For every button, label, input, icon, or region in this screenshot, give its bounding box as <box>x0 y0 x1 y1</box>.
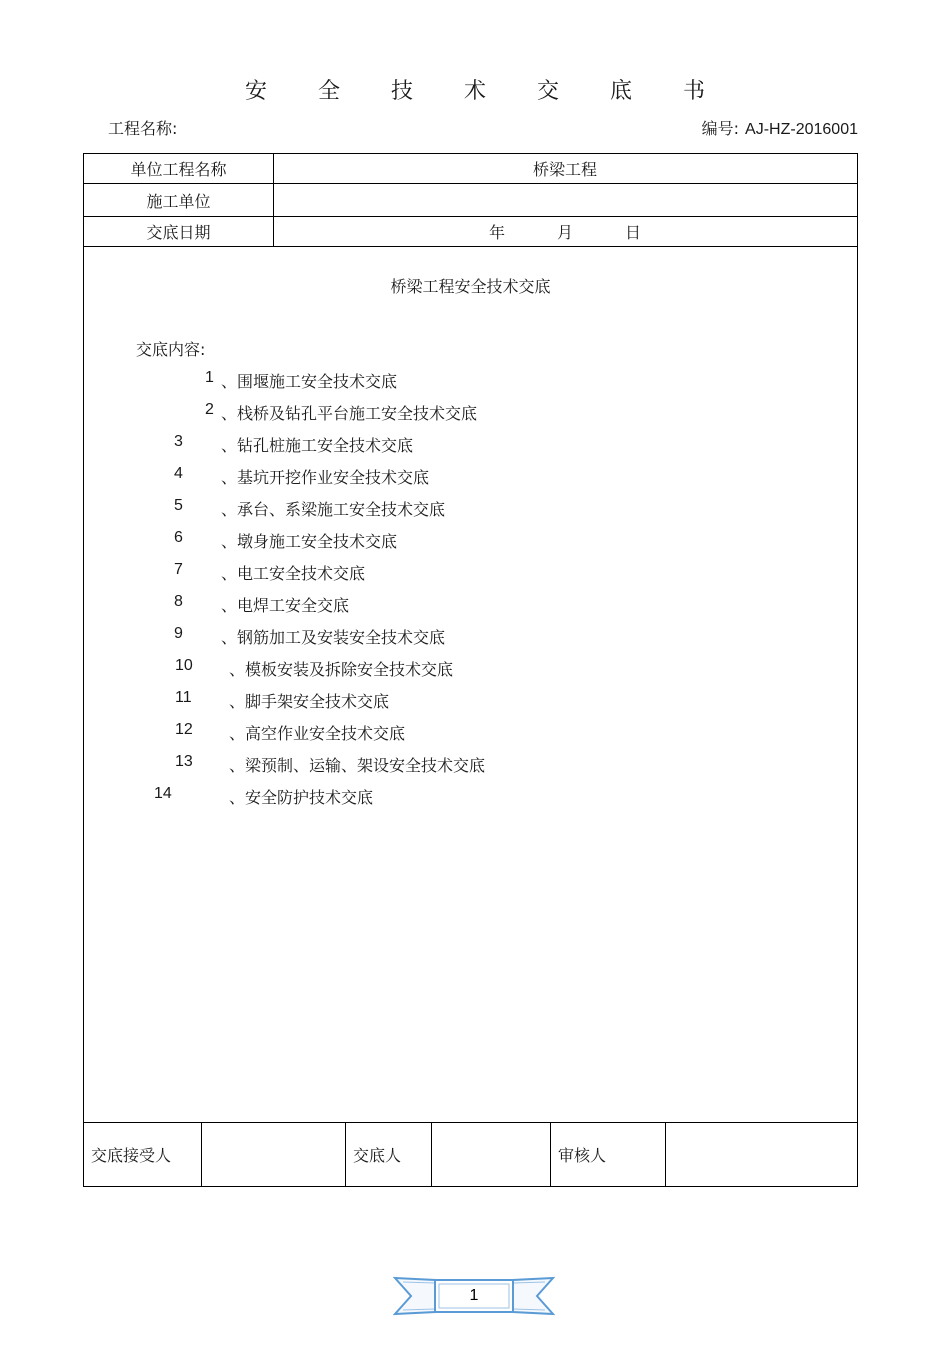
date-year: 年 <box>488 223 505 242</box>
list-item-number: 9 <box>174 625 183 642</box>
document-code-label: 编号: <box>701 119 740 138</box>
list-item-text: 、电工安全技术交底 <box>221 564 366 583</box>
disclosure-date-label: 交底日期 <box>84 217 274 246</box>
project-name-label: 工程名称: <box>108 119 178 138</box>
list-item-number: 7 <box>174 561 183 578</box>
document-title: 安 全 技 术 交 底 书 <box>245 79 727 104</box>
list-item-number: 2 <box>205 401 214 418</box>
list-item-number: 4 <box>174 465 183 482</box>
list-item-text: 、承台、系梁施工安全技术交底 <box>221 500 446 519</box>
content-label: 交底内容: <box>136 340 206 359</box>
discloser-label: 交底人 <box>346 1123 432 1186</box>
unit-name-row <box>84 154 857 184</box>
list-item-text: 、墩身施工安全技术交底 <box>221 532 398 551</box>
disclosure-date-row <box>84 217 857 247</box>
discloser-signature-field[interactable] <box>432 1123 551 1186</box>
list-item-number: 12 <box>175 721 193 738</box>
list-item-text: 、高空作业安全技术交底 <box>229 724 406 743</box>
list-item-number: 5 <box>174 497 183 514</box>
list-item-number: 6 <box>174 529 183 546</box>
unit-name-value: 桥梁工程 <box>532 160 597 179</box>
list-item-number: 3 <box>174 433 183 450</box>
date-month: 月 <box>556 223 573 242</box>
document-code-value: AJ-HZ-2016001 <box>745 121 858 138</box>
construction-unit-row <box>84 184 857 217</box>
reviewer-label: 审核人 <box>551 1123 666 1186</box>
list-item-number: 10 <box>175 657 193 674</box>
list-item-text: 、围堰施工安全技术交底 <box>221 372 398 391</box>
signature-row <box>84 1122 857 1186</box>
construction-unit-label: 施工单位 <box>84 184 274 216</box>
list-item-text: 、安全防护技术交底 <box>229 788 374 807</box>
unit-name-label: 单位工程名称 <box>84 154 274 183</box>
list-item-number: 8 <box>174 593 183 610</box>
page-number: 1 <box>469 1287 479 1304</box>
construction-unit-value <box>273 184 857 216</box>
receiver-signature-field[interactable] <box>202 1123 346 1186</box>
receiver-label: 交底接受人 <box>84 1123 202 1186</box>
list-item-text: 、电焊工安全交底 <box>221 596 350 615</box>
list-item-text: 、钢筋加工及安装安全技术交底 <box>221 628 446 647</box>
document-code <box>702 116 858 139</box>
reviewer-signature-field[interactable] <box>666 1123 857 1186</box>
list-item-text: 、梁预制、运输、架设安全技术交底 <box>229 756 486 775</box>
disclosure-date-value <box>273 217 857 246</box>
list-item-number: 14 <box>154 785 172 802</box>
list-item-number: 1 <box>205 369 214 386</box>
list-item-text: 、栈桥及钻孔平台施工安全技术交底 <box>221 404 478 423</box>
disclosure-form <box>83 153 858 1187</box>
list-item-text: 、模板安装及拆除安全技术交底 <box>229 660 454 679</box>
list-item-number: 13 <box>175 753 193 770</box>
date-day: 日 <box>625 223 642 242</box>
list-item-number: 11 <box>175 689 192 706</box>
content-heading: 桥梁工程安全技术交底 <box>390 277 551 296</box>
page-number-badge <box>393 1272 555 1320</box>
list-item-text: 、脚手架安全技术交底 <box>229 692 390 711</box>
list-item-text: 、基坑开挖作业安全技术交底 <box>221 468 430 487</box>
list-item-text: 、钻孔桩施工安全技术交底 <box>221 436 414 455</box>
